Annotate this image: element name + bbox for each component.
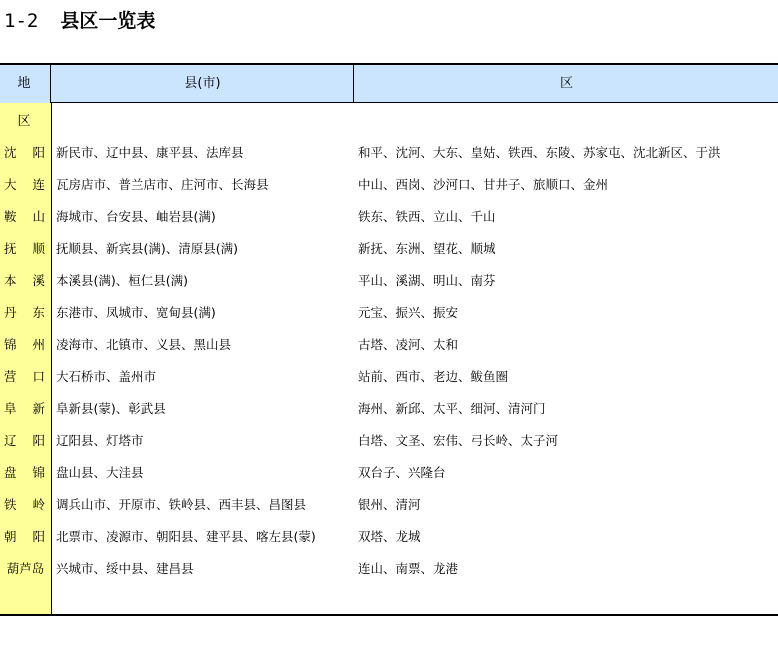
row-counties: 大石桥市、盖州市 [56,369,157,384]
row-districts: 海州、新邱、太平、细河、清河门 [358,401,546,416]
row-counties: 盘山县、大洼县 [56,465,144,480]
row-districts: 和平、沈河、大东、皇姑、铁西、东陵、苏家屯、沈北新区、于洪 [358,145,721,160]
table-row [0,335,778,355]
header-district: 区 [559,76,573,91]
table-row [0,239,778,259]
row-districts: 元宝、振兴、振安 [358,305,459,320]
table-row [0,367,778,387]
table-row [0,207,778,227]
row-counties: 东港市、凤城市、宽甸县(满) [56,305,216,320]
row-city: 沈 阳 [4,145,51,160]
header-county: 县(市) [52,65,354,103]
row-counties: 兴城市、绥中县、建昌县 [56,561,194,576]
row-districts: 双塔、龙城 [358,529,421,544]
table-row [0,559,778,579]
row-counties: 凌海市、北镇市、义县、黑山县 [56,337,232,352]
page-title [4,6,155,32]
row-city: 朝 阳 [4,529,51,544]
table-row [0,143,778,163]
header-region: 地 区 [0,65,51,103]
row-city: 本 溪 [4,273,51,288]
row-districts: 铁东、铁西、立山、千山 [358,209,496,224]
row-districts: 古塔、凌河、太和 [358,337,459,352]
row-counties: 调兵山市、开原市、铁岭县、西丰县、昌图县 [56,497,307,512]
row-districts: 双台子、兴隆台 [358,465,446,480]
row-districts: 白塔、文圣、宏伟、弓长岭、太子河 [358,433,559,448]
row-districts: 银州、清河 [358,497,421,512]
table-row [0,463,778,483]
row-counties: 抚顺县、新宾县(满)、清原县(满) [56,241,239,256]
row-districts: 站前、西市、老边、鲅鱼圈 [358,369,509,384]
row-city: 营 口 [4,369,51,384]
row-city: 铁 岭 [4,497,51,512]
row-counties: 北票市、凌源市、朝阳县、建平县、喀左县(蒙) [56,529,316,544]
table-row [0,527,778,547]
row-counties: 阜新县(蒙)、彰武县 [56,401,166,416]
row-city: 盘 锦 [4,465,51,480]
table-row [0,495,778,515]
row-counties: 新民市、辽中县、康平县、法库县 [56,145,244,160]
row-counties: 本溪县(满)、桓仁县(满) [56,273,189,288]
table-title: 县区一览表 [60,10,156,32]
row-districts: 中山、西岗、沙河口、甘井子、旅顺口、金州 [358,177,609,192]
row-city: 大 连 [4,177,51,192]
row-districts: 平山、溪湖、明山、南芬 [358,273,496,288]
row-districts: 连山、南票、龙港 [358,561,459,576]
row-city: 阜 新 [4,401,51,416]
table-row [0,303,778,323]
county-district-table [0,63,778,617]
table-row [0,271,778,291]
row-city: 抚 顺 [4,241,51,256]
row-counties: 瓦房店市、普兰店市、庄河市、长海县 [56,177,269,192]
table-row [0,431,778,451]
row-city: 辽 阳 [4,433,51,448]
row-city: 丹 东 [4,305,51,320]
row-districts: 新抚、东洲、望花、顺城 [358,241,496,256]
row-city: 葫芦岛 [6,561,45,576]
table-number: 1-2 [4,10,39,32]
table-row [0,399,778,419]
row-counties: 辽阳县、灯塔市 [56,433,144,448]
row-city: 锦 州 [4,337,51,352]
table-row [0,175,778,195]
table-header [0,63,778,129]
row-city: 鞍 山 [4,209,51,224]
table-bottom-border [0,614,778,616]
row-counties: 海城市、台安县、岫岩县(满) [56,209,216,224]
